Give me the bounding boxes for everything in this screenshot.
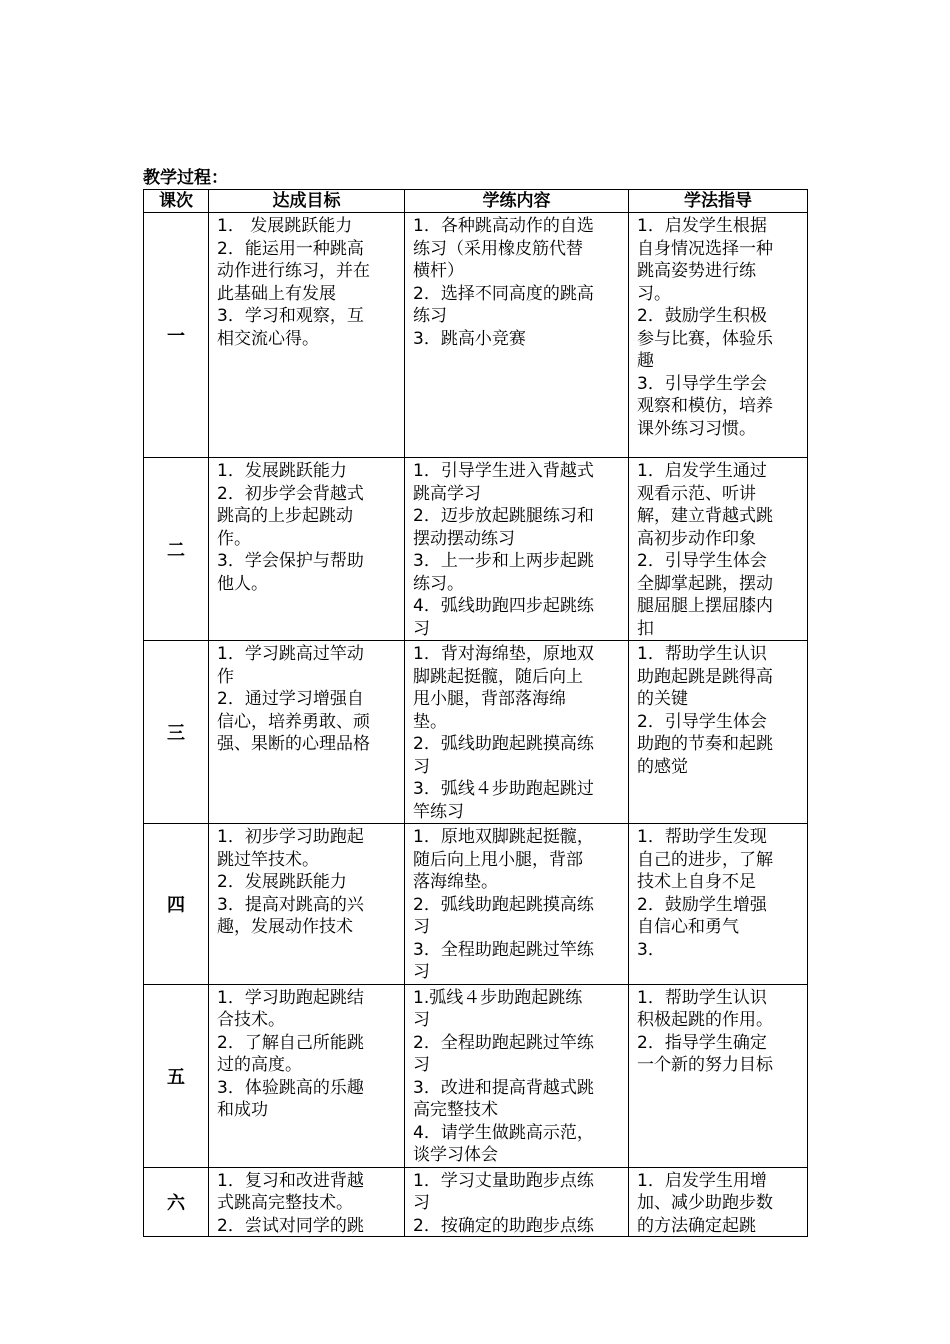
text-line: 自身情况选择一种: [637, 238, 773, 259]
guidance-cell-text: [629, 824, 807, 961]
text-line: 2．指导学生确定: [637, 1032, 767, 1053]
text-line: 2．初步学会背越式: [217, 483, 364, 504]
text-line: 和成功: [217, 1100, 268, 1120]
lesson-number-cell: 四: [144, 824, 209, 985]
text-line: 2．鼓励学生积极: [637, 306, 767, 326]
text-line: 2．迈步放起跳腿练习和: [413, 506, 594, 526]
text-line: 2．鼓励学生增强: [637, 894, 767, 915]
goals-cell: [209, 641, 405, 824]
text-line: 全脚掌起跳，摆动: [637, 573, 773, 594]
text-line: 2．弧线助跑起跳摸高练: [413, 894, 594, 915]
text-line: 加、减少助跑步数: [637, 1193, 773, 1213]
text-line: 2．全程助跑起跳过竿练: [413, 1032, 594, 1053]
section-heading: 教学过程：: [143, 168, 228, 188]
text-line: 1．复习和改进背越: [217, 1170, 364, 1191]
guidance-cell-text: [629, 641, 807, 778]
text-line: 3．学会保护与帮助: [217, 551, 364, 571]
text-line: 过的高度。: [217, 1055, 302, 1075]
goals-cell-text: [209, 641, 404, 756]
goals-cell: [209, 984, 405, 1167]
text-line: 3．提高对跳高的兴: [217, 894, 364, 915]
text-line: 1．启发学生通过: [637, 461, 767, 481]
goals-cell-text: [209, 1168, 404, 1236]
text-line: 1．学习丈量助跑步点练: [413, 1170, 594, 1191]
text-line: 甩小腿，背部落海绵: [413, 689, 566, 709]
text-line: 观看示范、听讲: [637, 483, 756, 504]
text-line: 3．改进和提高背越式跳: [413, 1077, 594, 1098]
text-line: 习: [413, 962, 430, 982]
header-guidance: 学法指导: [629, 190, 808, 213]
text-line: 高完整技术: [413, 1100, 498, 1120]
text-line: 2．发展跳跃能力: [217, 872, 347, 892]
content-cell-text: [405, 458, 628, 640]
text-line: 跳过竿技术。: [217, 849, 319, 870]
text-line: 的感觉: [637, 756, 688, 777]
text-line: 2．了解自己所能跳: [217, 1032, 364, 1053]
goals-cell: [209, 1167, 405, 1236]
content-cell: [405, 1167, 629, 1236]
text-line: 技术上自身不足: [637, 872, 756, 892]
text-line: 4．请学生做跳高示范，: [413, 1122, 594, 1143]
content-cell: [405, 213, 629, 458]
lesson-plan-table: [143, 189, 808, 1237]
guidance-cell: [629, 1167, 808, 1236]
header-lesson: 课次: [144, 190, 209, 213]
text-line: 3．弧线４步助跑起跳过: [413, 779, 594, 799]
content-cell: [405, 984, 629, 1167]
content-cell: [405, 641, 629, 824]
text-line: 习。: [637, 283, 671, 304]
text-line: 脚跳起挺髋，随后向上: [413, 666, 583, 687]
text-line: 3．学习和观察，互: [217, 306, 364, 326]
text-line: 助跑的节奏和起跳: [637, 734, 773, 754]
guidance-cell-text: [629, 458, 807, 640]
text-line: 1．帮助学生认识: [637, 987, 767, 1008]
guidance-cell: [629, 213, 808, 458]
text-line: 强、果断的心理品格: [217, 734, 370, 754]
goals-cell-text: [209, 213, 404, 350]
lesson-number-cell: 三: [144, 641, 209, 824]
content-cell-text: [405, 641, 628, 823]
goals-cell-text: [209, 458, 404, 595]
text-line: 2．能运用一种跳高: [217, 238, 364, 259]
text-line: 1．启发学生根据: [637, 216, 767, 236]
text-line: 1．学习跳高过竿动: [217, 644, 364, 664]
text-line: 作: [217, 666, 234, 687]
text-line: 1． 发展跳跃能力: [217, 216, 353, 236]
guidance-cell: [629, 458, 808, 641]
text-line: 横杆）: [413, 261, 464, 281]
text-line: 3．跳高小竞赛: [413, 328, 526, 349]
guidance-cell: [629, 641, 808, 824]
content-cell-text: [405, 1168, 628, 1236]
text-line: 习: [413, 1010, 430, 1030]
text-line: 合技术。: [217, 1010, 285, 1030]
content-cell-text: [405, 985, 628, 1167]
text-line: 作。: [217, 528, 251, 549]
text-line: 1．学习助跑起跳结: [217, 987, 364, 1008]
text-line: 习: [413, 1193, 430, 1213]
text-line: 4．弧线助跑四步起跳练: [413, 596, 594, 616]
lesson-number-cell: 六: [144, 1167, 209, 1236]
text-line: 2．选择不同高度的跳高: [413, 283, 594, 304]
header-goals: 达成目标: [209, 190, 405, 213]
text-line: 相交流心得。: [217, 328, 319, 349]
text-line: 习: [413, 618, 430, 639]
text-line: 练习。: [413, 573, 464, 594]
text-line: 一个新的努力目标: [637, 1055, 773, 1075]
text-line: 2．按确定的助跑步点练: [413, 1215, 594, 1236]
header-row: [144, 190, 808, 213]
lesson-number-cell: 二: [144, 458, 209, 641]
lesson-number-cell: 五: [144, 984, 209, 1167]
table-row: [144, 641, 808, 824]
text-line: 2．弧线助跑起跳摸高练: [413, 734, 594, 754]
goals-cell-text: [209, 824, 404, 939]
text-line: 随后向上甩小腿，背部: [413, 849, 583, 870]
text-line: 自己的进步，了解: [637, 849, 773, 870]
text-line: 高初步动作印象: [637, 528, 756, 549]
guidance-cell: [629, 824, 808, 985]
table-row: [144, 213, 808, 458]
text-line: 解，建立背越式跳: [637, 506, 773, 526]
text-line: 1．发展跳跃能力: [217, 461, 347, 481]
guidance-cell-text: [629, 213, 807, 440]
lesson-number-cell: 一: [144, 213, 209, 458]
text-line: 习: [413, 756, 430, 777]
text-line: 1．引导学生进入背越式: [413, 461, 594, 481]
text-line: 落海绵垫。: [413, 872, 498, 892]
text-line: 的关键: [637, 689, 688, 709]
text-line: 观察和模仿，培养: [637, 396, 773, 416]
text-line: 1．背对海绵垫，原地双: [413, 644, 594, 664]
text-line: 跳高姿势进行练: [637, 261, 756, 281]
text-line: 1.弧线４步助跑起跳练: [413, 987, 583, 1008]
guidance-cell-text: [629, 985, 807, 1077]
content-cell-text: [405, 824, 628, 984]
text-line: 参与比赛，体验乐: [637, 328, 773, 349]
content-cell: [405, 458, 629, 641]
text-line: 动作进行练习，并在: [217, 261, 370, 281]
table-row: [144, 1167, 808, 1236]
text-line: 竿练习: [413, 801, 464, 822]
text-line: 谈学习体会: [413, 1145, 498, 1165]
text-line: 3．引导学生学会: [637, 373, 767, 394]
text-line: 3．上一步和上两步起跳: [413, 551, 594, 571]
text-line: 3．全程助跑起跳过竿练: [413, 939, 594, 960]
text-line: 垫。: [413, 711, 447, 732]
text-line: 2．尝试对同学的跳: [217, 1215, 364, 1236]
text-line: 1．原地双脚跳起挺髋，: [413, 827, 594, 847]
text-line: 练习: [413, 306, 447, 326]
text-line: 2．引导学生体会: [637, 551, 767, 571]
content-cell-text: [405, 213, 628, 350]
text-line: 1．初步学习助跑起: [217, 827, 364, 847]
text-line: 此基础上有发展: [217, 283, 336, 304]
content-cell: [405, 824, 629, 985]
text-line: 1．各种跳高动作的自选: [413, 216, 594, 236]
text-line: 助跑起跳是跳得高: [637, 666, 773, 687]
text-line: 的方法确定起跳: [637, 1215, 756, 1236]
text-line: 2．引导学生体会: [637, 711, 767, 732]
goals-cell-text: [209, 985, 404, 1122]
text-line: 腿屈腿上摆屈膝内: [637, 596, 773, 616]
table-row: [144, 984, 808, 1167]
goals-cell: [209, 824, 405, 985]
text-line: 积极起跳的作用。: [637, 1010, 773, 1030]
guidance-cell: [629, 984, 808, 1167]
header-content: 学练内容: [405, 190, 629, 213]
text-line: 摆动摆动练习: [413, 528, 515, 549]
text-line: 3．体验跳高的乐趣: [217, 1077, 364, 1098]
text-line: 信心，培养勇敢、顽: [217, 711, 370, 732]
text-line: 他人。: [217, 573, 268, 594]
text-line: 3．: [637, 939, 665, 960]
text-line: 趣: [637, 351, 654, 371]
text-line: 1．帮助学生认识: [637, 644, 767, 664]
text-line: 跳高的上步起跳动: [217, 506, 353, 526]
text-line: 跳高学习: [413, 483, 481, 504]
text-line: 趣，发展动作技术: [217, 917, 353, 937]
text-line: 习: [413, 917, 430, 937]
text-line: 习: [413, 1055, 430, 1075]
text-line: 扣: [637, 618, 654, 639]
goals-cell: [209, 213, 405, 458]
text-line: 练习（采用橡皮筋代替: [413, 238, 583, 259]
table-row: [144, 824, 808, 985]
table-row: [144, 458, 808, 641]
goals-cell: [209, 458, 405, 641]
text-line: 1．启发学生用增: [637, 1170, 767, 1191]
guidance-cell-text: [629, 1168, 807, 1236]
text-line: 式跳高完整技术。: [217, 1193, 353, 1213]
text-line: 2．通过学习增强自: [217, 689, 364, 709]
text-line: 1．帮助学生发现: [637, 827, 767, 847]
text-line: 自信心和勇气: [637, 917, 739, 937]
text-line: 课外练习习惯。: [637, 418, 756, 439]
